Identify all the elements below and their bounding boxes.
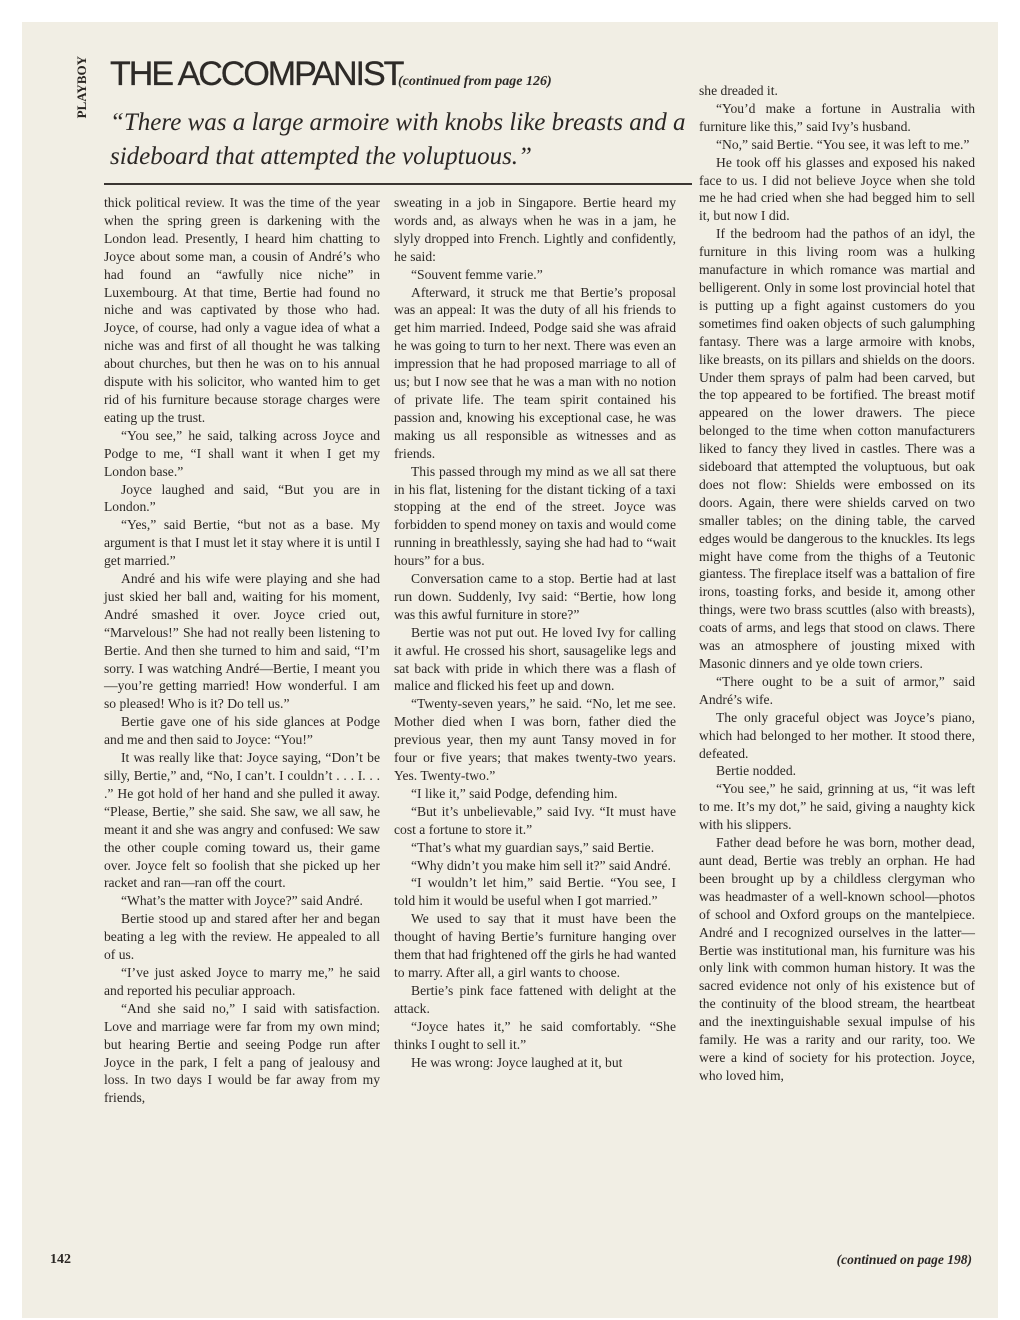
paragraph: “Joyce hates it,” he said comfortably. “She thinks I ought to sell it.” (394, 1018, 676, 1052)
paragraph: “Why didn’t you make him sell it?” said André. (411, 857, 671, 873)
paragraph: “What’s the matter with Joyce?” said André. (121, 893, 363, 909)
paragraph: “You’d make a fortune in Australia with furniture like this,” said Ivy’s husband. (699, 100, 975, 134)
paragraph: “And she said no,” I said with satisfaction. Love and marriage were far from my own mind; but hearing Bertie and seeing Podge run after Joyce in the park, I felt a pang of jealousy and loss. In two days I would be far away from my friends, (104, 1000, 380, 1106)
paragraph: “That’s what my guardian says,” said Bertie. (411, 839, 655, 855)
paragraph: Bertie nodded. (716, 763, 797, 779)
paragraph: The only graceful object was Joyce’s piano, which had belonged to her mother. It stood there, defeated. (699, 709, 975, 761)
paragraph: Bertie gave one of his side glances at Podge and me and then said to Joyce: “You!” (104, 714, 380, 748)
text-column-3 (699, 82, 975, 1085)
paragraph: “You see,” he said, talking across Joyce and Podge to me, “I shall want it when I get my London base.” (104, 427, 380, 479)
pull-quote: “There was a large armoire with knobs like breasts and a sideboard that attempted the voluptuous.” (110, 109, 686, 170)
magazine-page (22, 22, 998, 1318)
paragraph: He was wrong: Joyce laughed at it, but (411, 1054, 623, 1070)
paragraph: she dreaded it. (699, 83, 778, 98)
paragraph: Joyce laughed and said, “But you are in London.” (104, 481, 380, 515)
paragraph: This passed through my mind as we all sat there in his flat, listening for the distant ticking of a taxi stopping at the end of the street. Joyce was forbidden to spend money on taxis and would come running in breathlessly, saying she had had to “wait hours” for a bus. (394, 463, 676, 569)
paragraph: “But it’s unbelievable,” said Ivy. “It must have cost a fortune to store it.” (394, 803, 676, 837)
paragraph: If the bedroom had the pathos of an idyl, the furniture in this living room was a hulking manufacture in which romance was martial and belligerent. Only in some lost provincial hotel that is putting up a fight against customers do you sometimes find oaken objects of such galumphing fantasy. There was a large armoire with knobs, like breasts, on its pillars and shields on the doors. Under them sprays of palm had been carved, but the top appeared to be fortified. The breast motif appeared on the lower drawers. The piece belonged to the time when cotton manufacturers liked to fancy they lived in castles. There was a sideboard that attempted the voluptuous, but oak does not flow: Shields were embossed on its doors. Again, there were shields carved on two smaller tables; on the dining table, the carved edges would be dangerous to the knuckles. Its legs might have come from the thighs of a Teutonic giantess. The fireplace itself was a battalion of fire irons, toasting forks, and beside it, among other things, were two brass scuttles (also with breasts), coats of arms, and legs that stood on claws. There was an atmosphere of jousting mixed with Masonic dinners and ye olde town criers. (699, 226, 975, 671)
text-column-1 (104, 194, 380, 1107)
paragraph: “Yes,” said Bertie, “but not as a base. My argument is that I must let it stay where it is until I get married.” (104, 517, 380, 569)
paragraph: “Twenty-seven years,” he said. “No, let me see. Mother died when I was born, father died the previous year, then my aunt Tansy moved in for four or five years; that makes twenty-two years. Yes. Twenty-two.” (394, 696, 676, 783)
paragraph: “Souvent femme varie.” (411, 266, 543, 282)
article-title: THE ACCOMPANIST (110, 55, 403, 93)
paragraph: André and his wife were playing and she had just skied her ball and, waiting for his moment, André smashed it over. Joyce cried out, “Marvelous!” She had not really been listening to Bertie. And then she turned to him and said, “I’m sorry. I was watching André—Bertie, I meant you—you’re getting married! How wonderful. I am so pleased! Who is it? Do tell us.” (104, 571, 380, 712)
paragraph: thick political review. It was the time of the year when the spring green is darkening with the London lead. Presently, I heard him chatting to Joyce about some man, a cousin of André’s who had found an “awfully nice niche” in Luxembourg. At that time, Bertie had found no niche and was captivated by those who had. Joyce, of course, had only a vague idea of what a niche was and first of all thought he was talking about churches, but then he was on to his annual dispute with his solicitor, who wanted him to get rid of his furniture because storage charges were eating up the trust. (104, 195, 380, 425)
paragraph: sweating in a job in Singapore. Bertie heard my words and, as always when he was in a jam, he slyly dropped into French. Lightly and confidently, he said: (394, 195, 676, 264)
page-number: 142 (50, 1252, 71, 1267)
paragraph: “I like it,” said Podge, defending him. (411, 785, 618, 801)
continued-from-note: (continued from page 126) (398, 74, 552, 89)
paragraph: “I’ve just asked Joyce to marry me,” he said and reported his peculiar approach. (104, 964, 380, 998)
paragraph: Bertie was not put out. He loved Ivy for calling it awful. He crossed his short, sausagelike legs and sat back with pride in which there was a flash of malice and flicked his feet up and down. (394, 624, 676, 694)
paragraph: He took off his glasses and exposed his naked face to us. I did not believe Joyce when she told me he had cried when she had begged him to sell it, but now I did. (699, 154, 975, 224)
paragraph: Bertie’s pink face fattened with delight at the attack. (394, 982, 676, 1016)
paragraph: “I wouldn’t let him,” said Bertie. “You see, I told him it would be useful when I got married.” (394, 875, 676, 909)
paragraph: Father dead before he was born, mother dead, aunt dead, Bertie was trebly an orphan. He had been brought up by a childless clergyman who was headmaster of a well-known school—photos of school and Oxford groups on the mantelpiece. André and I recognized ourselves in the latter—Bertie was institutional man, his furniture was his only link with common human history. It was the sacred evidence not only of his existence but of the continuity of the blood stream, the heartbeat and the inextinguishable sexual impulse of his family. He was a rarity and our rarity, too. We were a kind of society for his protection. Joyce, who loved him, (699, 835, 975, 1083)
paragraph: “No,” said Bertie. “You see, it was left to me.” (716, 136, 970, 152)
paragraph: “You see,” he said, grinning at us, “it was left to me. It’s my dot,” he said, giving a naughty kick with his slippers. (699, 781, 975, 833)
header-divider (104, 183, 692, 185)
continued-on-note: (continued on page 198) (836, 1252, 972, 1267)
paragraph: It was really like that: Joyce saying, “Don’t be silly, Bertie,” and, “No, I can’t. I couldn’t . . . I. . . .” He got hold of her hand and she pulled it away. “Please, Bertie,” she said. She saw, we all saw, he meant it and she was angry and confused: We saw the other couple coming toward us, their game over. Joyce felt so foolish that she picked up her racket and ran—ran off the court. (104, 750, 380, 891)
paragraph: “There ought to be a suit of armor,” said André’s wife. (699, 673, 975, 707)
magazine-name: PLAYBOY (74, 56, 89, 119)
paragraph: Conversation came to a stop. Bertie had at last run down. Suddenly, Ivy said: “Bertie, how long was this awful furniture in store?” (394, 571, 676, 622)
paragraph: Bertie stood up and stared after her and began beating a leg with the review. He appealed to all of us. (104, 911, 380, 963)
paragraph: We used to say that it must have been the thought of having Bertie’s furniture hanging over them that had frightened off the girls he had wanted to marry. After all, a girl wants to choose. (394, 911, 676, 980)
text-column-2 (394, 194, 676, 1071)
paragraph: Afterward, it struck me that Bertie’s proposal was an appeal: It was the duty of all his friends to get him married. Indeed, Podge said she was afraid he was going to turn to her next. There was even an impression that he had proposed marriage to all of us; but I now see that he was a man with no notion of private life. The team spirit contained his passion and, knowing his exceptional case, he was making us all responsible as witnesses and as friends. (394, 284, 676, 461)
